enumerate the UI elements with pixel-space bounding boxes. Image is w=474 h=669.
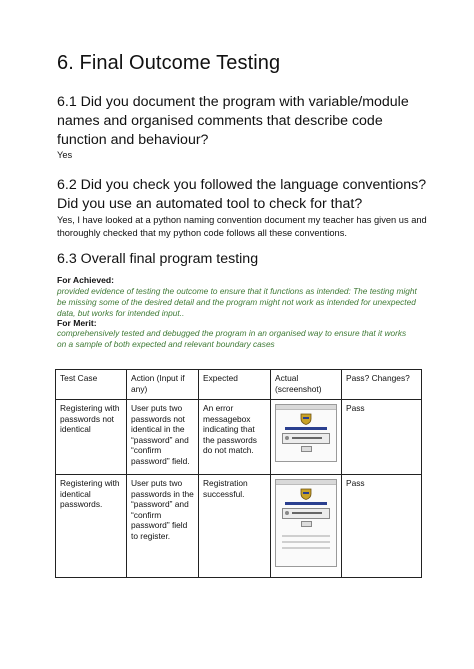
testing-table — [55, 369, 422, 578]
header-actual: Actual (screenshot) — [271, 370, 342, 400]
cell-pass: Pass — [342, 400, 422, 475]
merit-criteria: comprehensively tested and debugged the program in an organised way to ensure that it works on a sample of both expected and relevant boundary cases — [57, 328, 407, 350]
school-crest-icon — [299, 488, 313, 500]
school-crest-icon — [299, 413, 313, 425]
message-info-icon — [282, 508, 330, 519]
table-row — [56, 475, 422, 578]
question-6-1-answer: Yes — [57, 150, 73, 160]
section-6-3-title: 6.3 Overall final program testing — [57, 251, 259, 267]
question-6-1-title: 6.1 Did you document the program with variable/module names and organised comments that describe code function and behaviour? — [57, 94, 409, 148]
cell-pass: Pass — [342, 475, 422, 578]
table-header-row — [56, 370, 422, 400]
table-row — [56, 400, 422, 475]
achieved-criteria: provided evidence of testing the outcome to ensure that it functions as intended: The testing might be missing some of the desired detail and the program might not work as intended for unexpected data, but works for intended input.. — [57, 286, 417, 319]
screenshot-registration-success — [275, 479, 337, 567]
cell-test-case: Registering with passwords not identical — [56, 400, 127, 475]
cell-test-case: Registering with identical passwords. — [56, 475, 127, 578]
cell-actual — [271, 400, 342, 475]
cell-expected: Registration successful. — [199, 475, 271, 578]
header-action: Action (Input if any) — [127, 370, 199, 400]
header-pass: Pass? Changes? — [342, 370, 422, 400]
cell-actual — [271, 475, 342, 578]
achieved-label: For Achieved: — [57, 275, 114, 285]
cell-action: User puts two passwords in the “password” and “confirm password” field to register. — [127, 475, 199, 578]
page-title: 6. Final Outcome Testing — [57, 52, 281, 74]
message-info-icon — [282, 433, 330, 444]
merit-label: For Merit: — [57, 318, 97, 328]
header-expected: Expected — [199, 370, 271, 400]
cell-action: User puts two passwords not identical in the “password” and “confirm password” field. — [127, 400, 199, 475]
question-6-2-answer: Yes, I have looked at a python naming convention document my teacher has given us and thoroughly checked that my python code follows all these conventions. — [57, 215, 427, 238]
question-6-2-title: 6.2 Did you check you followed the language conventions? Did you use an automated tool to check for that? — [57, 177, 427, 212]
header-test-case: Test Case — [56, 370, 127, 400]
cell-expected: An error messagebox indicating that the passwords do not match. — [199, 400, 271, 475]
screenshot-error-messagebox — [275, 404, 337, 462]
